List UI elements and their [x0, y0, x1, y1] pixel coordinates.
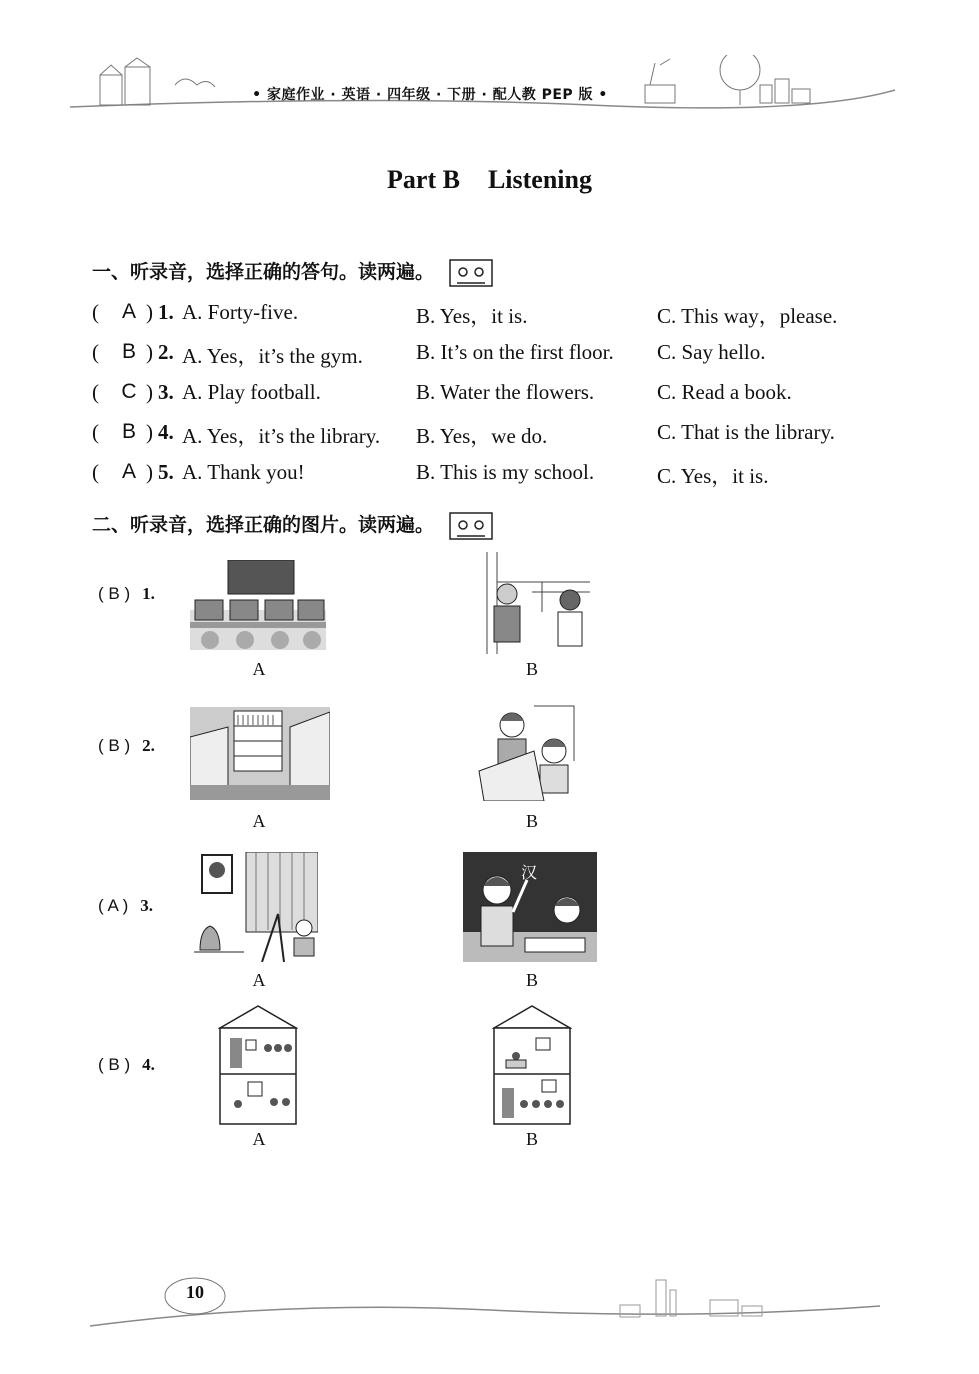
- classroom-students-picture[interactable]: [474, 701, 576, 801]
- teacher-meeting-picture[interactable]: [472, 552, 590, 654]
- answer-blank[interactable]: B: [121, 420, 136, 443]
- paren-open: (: [92, 420, 99, 444]
- answer-blank[interactable]: B: [108, 584, 120, 603]
- option-b: B. It’s on the first floor.: [416, 340, 614, 364]
- option-b: B. Water the flowers.: [416, 380, 595, 404]
- paren-close: ): [146, 460, 153, 484]
- picture-question-2: ( B ) 2.: [98, 736, 155, 755]
- answer-blank[interactable]: C: [121, 380, 137, 403]
- option-b: B. Yes，we do.: [416, 424, 548, 448]
- computer-room-picture[interactable]: [190, 560, 326, 650]
- answer-blank[interactable]: B: [108, 736, 120, 755]
- picture-label-b: B: [525, 970, 538, 990]
- section2-heading-text: 二、听录音，选择正确的图片。读两遍。: [92, 514, 435, 536]
- option-c: C. Yes，it is.: [657, 464, 769, 488]
- section1-heading: [92, 257, 493, 287]
- picture-label-a: A: [252, 1129, 266, 1149]
- option-b: B. This is my school.: [416, 460, 595, 484]
- picture-label-a: A: [252, 659, 266, 679]
- answer-blank[interactable]: B: [121, 340, 136, 363]
- question-number: 3.: [140, 896, 153, 915]
- school-building-picture-b[interactable]: [492, 1004, 572, 1126]
- paren-open: (: [92, 460, 99, 484]
- paren-open: (: [92, 340, 99, 364]
- answer-blank[interactable]: A: [121, 300, 136, 323]
- paren-close: ): [146, 300, 153, 324]
- option-a: A. Yes，it’s the library.: [182, 424, 381, 448]
- blackboard-character: 汉: [521, 863, 538, 882]
- listening-question-1: [92, 300, 892, 334]
- answer-blank[interactable]: B: [108, 1055, 120, 1074]
- picture-label-b: B: [525, 1129, 538, 1149]
- option-c: C. Read a book.: [657, 380, 792, 404]
- paren-open: (: [92, 380, 99, 404]
- option-a: A. Thank you!: [182, 460, 305, 484]
- listening-question-2: [92, 340, 892, 374]
- question-number: 4.: [158, 420, 174, 444]
- picture-label-b: B: [525, 659, 538, 679]
- option-c: C. This way，please.: [657, 304, 838, 328]
- picture-label-b: B: [525, 811, 538, 831]
- listening-question-3: [92, 380, 892, 414]
- listening-question-5: [92, 460, 892, 494]
- footer-decoration: [90, 1270, 890, 1340]
- picture-label-a: A: [252, 970, 266, 990]
- picture-question-1: ( B ) 1.: [98, 584, 155, 603]
- question-number: 1.: [158, 300, 174, 324]
- picture-label-a: A: [252, 811, 266, 831]
- section1-heading-text: 一、听录音，选择正确的答句。读两遍。: [92, 261, 435, 283]
- cassette-icon: [449, 259, 493, 287]
- picture-question-4: ( B ) 4.: [98, 1055, 155, 1074]
- title-section: Listening: [487, 165, 592, 194]
- option-b: B. Yes，it is.: [416, 304, 528, 328]
- option-c: C. That is the library.: [657, 420, 835, 444]
- paren-close: ): [146, 380, 153, 404]
- listening-question-4: [92, 420, 892, 454]
- option-c: C. Say hello.: [657, 340, 766, 364]
- page-title: [0, 165, 979, 195]
- header-title: • 家庭作业 · 英语 · 四年级 · 下册 · 配人教 PEP 版 •: [252, 87, 608, 103]
- school-building-picture-a[interactable]: [218, 1004, 298, 1126]
- answer-blank[interactable]: A: [121, 460, 136, 483]
- page-number: 10: [186, 1282, 204, 1302]
- option-a: A. Yes，it’s the gym.: [182, 344, 363, 368]
- picture-question-3: ( A ) 3.: [98, 896, 153, 915]
- section2-heading: [92, 510, 493, 540]
- chinese-class-picture[interactable]: [463, 852, 597, 962]
- library-picture[interactable]: [190, 707, 330, 800]
- paren-close: ): [146, 340, 153, 364]
- cassette-icon: [449, 512, 493, 540]
- question-number: 1.: [142, 584, 155, 603]
- option-a: A. Forty-five.: [182, 300, 299, 324]
- question-number: 5.: [158, 460, 174, 484]
- paren-open: (: [92, 300, 99, 324]
- question-number: 2.: [142, 736, 155, 755]
- paren-close: ): [146, 420, 153, 444]
- question-number: 3.: [158, 380, 174, 404]
- art-room-picture[interactable]: [194, 852, 318, 962]
- question-number: 2.: [158, 340, 174, 364]
- title-part: Part B: [387, 165, 460, 194]
- question-number: 4.: [142, 1055, 155, 1074]
- option-a: A. Play football.: [182, 380, 321, 404]
- answer-blank[interactable]: A: [107, 896, 118, 915]
